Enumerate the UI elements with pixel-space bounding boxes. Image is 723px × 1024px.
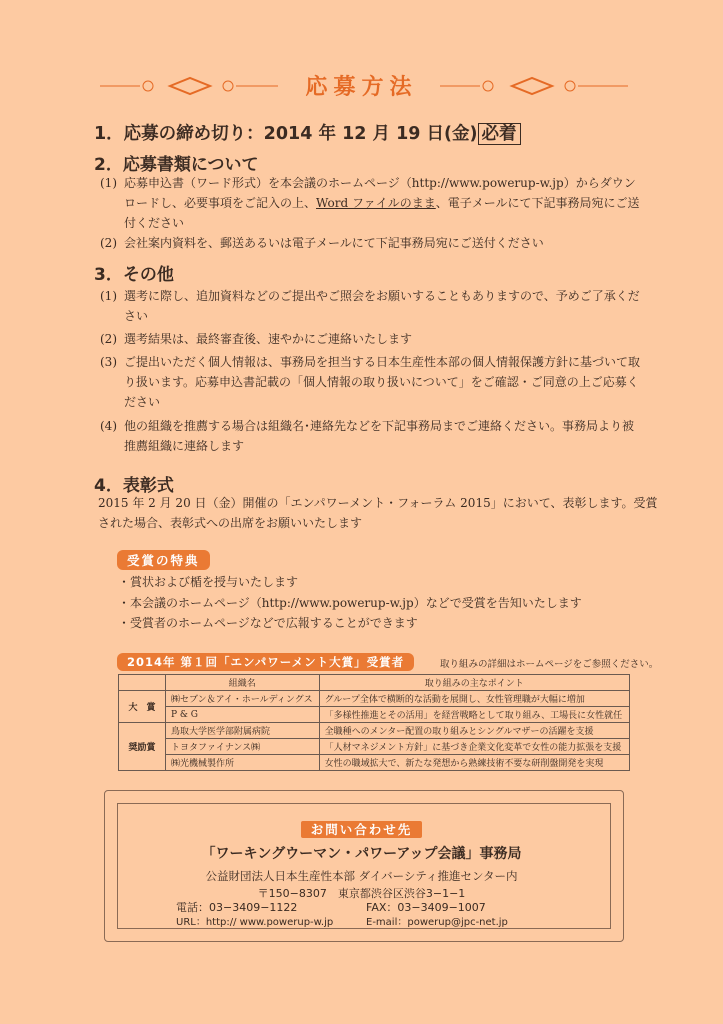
contact-email[interactable]: E-mail：powerup@jpc-net.jp (366, 917, 508, 928)
ornament-right-icon (440, 76, 630, 96)
list-item: (2) 会社案内資料を、郵送あるいは電子メールにて下記事務局宛にご送付ください (100, 236, 544, 250)
benefits-badge: 受賞の特典 (117, 550, 210, 570)
contact-fax: FAX：03−3409−1007 (366, 901, 486, 914)
list-item: (1) 選考に際し、追加資料などのご提出やご照会をお願いすることもありますので、予めご了承ください (100, 289, 640, 323)
list-item: (1) 応募申込書（ワード形式）を本会議のホームページ（http://www.powerup-w.jp）からダウンロードし、必要事項をご記入の上、Word ファイルのまま、電子メールにて下記事務局宛にご送付ください (100, 176, 640, 230)
table-row: トヨタファイナンス㈱ 「人材マネジメント方針」に基づき企業文化変革で女性の能力拡張を支援 (119, 739, 630, 755)
contact-sub: 公益財団法人日本生産性本部 ダイバーシティ推進センター内 (205, 869, 518, 883)
benefits-list (118, 572, 582, 634)
list-item: ・受賞者のホームページなどで広報することができます (118, 616, 418, 630)
contact-phone: 電話：03−3409−1122 (176, 901, 298, 914)
page-title: 応募方法 (305, 75, 418, 100)
deadline-heading: 1．応募の締め切り：2014 年 12 月 19 日(金) 必着 (94, 120, 521, 145)
list-item: (3) ご提出いただく個人情報は、事務局を担当する日本生産性本部の個人情報保護方針に基づいて取り扱います。応募申込書記載の「個人情報の取り扱いについて」をご確認・ご同意の上ご応募ください (100, 355, 641, 409)
ceremony-text: 2015 年 2 月 20 日（金）開催の「エンパワーメント・フォーラム 2015」において、表彰します。受賞された場合、表彰式への出席をお願いいたします (98, 496, 658, 530)
table-row: 奨励賞 鳥取大学医学部附属病院 全職種へのメンター配置の取り組みとシングルマザーの活躍を支援 (119, 723, 630, 739)
table-row: P & G 「多様性推進とその活用」を経営戦略として取り組み、工場長に女性就任 (119, 707, 630, 723)
awards-note: 取り組みの詳細はホームページをご参照ください。 (440, 659, 659, 670)
section3-heading: 3．その他 (94, 265, 174, 285)
contact-address: 〒150−8307 東京都渋谷区渋谷3−1−1 (257, 887, 466, 900)
must-arrive-badge: 必着 (478, 123, 521, 145)
list-item: ・賞状および楯を授与いたします (118, 575, 299, 589)
contact-badge: お問い合わせ先 (301, 821, 423, 838)
awards-badge: 2014年 第１回「エンパワーメント大賞」受賞者 (117, 653, 414, 671)
contact-section (0, 819, 723, 838)
awards-table (118, 674, 630, 771)
section4-heading: 4．表彰式 (94, 476, 174, 496)
table-row: 大 賞 ㈱セブン＆アイ・ホールディングス グループ全体で横断的な活動を展開し、女性管理職が大幅に増加 (119, 691, 630, 707)
list-item: ・本会議のホームページ（http://www.powerup-w.jp）などで受賞を告知いたします (118, 595, 582, 610)
table-row: ㈱光機械製作所 女性の職域拡大で、新たな発想から熟練技術不要な研削盤開発を実現 (119, 755, 630, 771)
contact-org: 「ワーキングウーマン・パワーアップ会議」事務局 (201, 846, 522, 862)
contact-url[interactable]: URL：http:// www.powerup-w.jp (176, 917, 334, 928)
list-item: (2) 選考結果は、最終審査後、速やかにご連絡いたします (100, 332, 413, 346)
list-item: (4) 他の組織を推薦する場合は組織名･連絡先などを下記事務局までご連絡ください。事務局より被推薦組織に連絡します (100, 419, 635, 453)
section2-heading: 2．応募書類について (94, 155, 259, 175)
table-header: 組織名 取り組みの主なポイント (119, 675, 630, 691)
